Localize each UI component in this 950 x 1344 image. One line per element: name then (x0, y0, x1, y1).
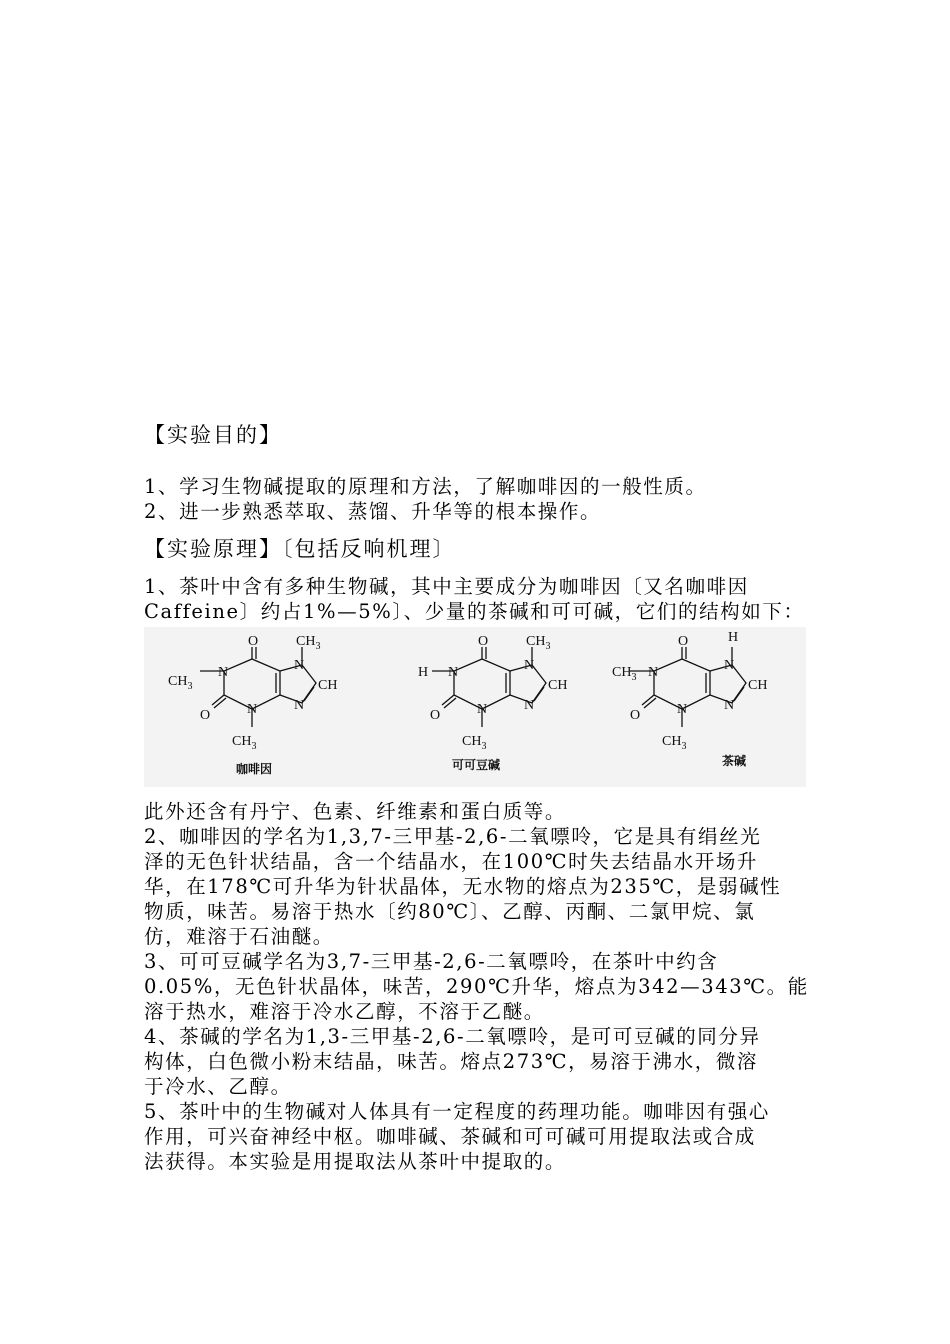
atom-ch3: CH (462, 734, 482, 749)
atom-sub: 3 (315, 641, 321, 652)
atom-n: N (448, 665, 459, 680)
atom-ch3: CH (526, 634, 546, 649)
atom-n: N (724, 658, 735, 673)
atom-o: O (478, 634, 489, 649)
paragraph-line: 此外还含有丹宁、色素、纤维素和蛋白质等。 (144, 800, 567, 823)
purpose-item: 2、进一步熟悉萃取、蒸馏、升华等的根本操作。 (144, 500, 602, 523)
atom-n: N (524, 698, 535, 713)
atom-n: N (477, 702, 488, 717)
document-body (144, 420, 809, 1174)
atom-ch: CH (318, 678, 338, 693)
caption-theobromine: 可可豆碱 (452, 758, 501, 772)
atom-ch3: CH (168, 674, 188, 689)
svg-text:CH3 (296, 634, 320, 652)
atom-n: N (218, 665, 229, 680)
paragraph-line: 溶于热水，难溶于冷水乙醇，不溶于乙醚。 (144, 1000, 545, 1023)
principle-heading: 【实验原理】〔包括反响机理〕 (144, 537, 456, 561)
atom-n: N (677, 702, 688, 717)
atom-h: H (728, 630, 739, 645)
paragraph-line: 3、可可豆碱学名为3,7-三甲基-2,6-二氧嘌呤，在茶叶中约含 (144, 950, 719, 973)
atom-ch3: CH (232, 734, 252, 749)
caption-theophylline: 茶碱 (722, 754, 747, 768)
atom-n: N (724, 698, 735, 713)
paragraph-line: 法获得。本实验是用提取法从茶叶中提取的。 (144, 1150, 567, 1173)
principle-body (144, 799, 809, 1174)
paragraph-line: 仿，难溶于石油醚。 (144, 925, 334, 948)
atom-sub: 3 (631, 672, 637, 683)
atom-ch: CH (748, 678, 768, 693)
atom-n: N (294, 658, 305, 673)
atom-sub: 3 (187, 681, 193, 692)
svg-text:CH3 (662, 734, 686, 752)
paragraph-line: 物质，味苦。易溶于热水〔约80℃〕、乙醇、丙酮、二氯甲烷、氯 (144, 900, 756, 923)
paragraph-line: 1、茶叶中含有多种生物碱，其中主要成分为咖啡因〔又名咖啡因 (144, 575, 749, 598)
atom-n: N (524, 658, 535, 673)
svg-text:CH3 (168, 674, 192, 692)
atom-sub: 3 (251, 741, 257, 752)
svg-text:CH3 (462, 734, 486, 752)
structure-diagram (144, 627, 806, 787)
atom-n: N (648, 665, 659, 680)
paragraph-line: 构体，白色微小粉末结晶，味苦。熔点273℃，易溶于沸水，微溶 (144, 1050, 759, 1073)
paragraph-line: Caffeine〕约占1%—5%〕、少量的茶碱和可可碱，它们的结构如下： (144, 600, 805, 623)
atom-n: N (294, 698, 305, 713)
atom-o: O (678, 634, 689, 649)
paragraph-line: 4、茶碱的学名为1,3-三甲基-2,6-二氧嘌呤，是可可豆碱的同分异 (144, 1025, 761, 1048)
paragraph-line: 0.05%，无色针状晶体，味苦，290℃升华，熔点为342—343℃。能 (144, 975, 809, 998)
atom-ch: CH (548, 678, 568, 693)
svg-text:CH3 (526, 634, 550, 652)
atom-ch3: CH (296, 634, 316, 649)
purpose-heading: 【实验目的】 (144, 423, 282, 447)
purpose-item: 1、学习生物碱提取的原理和方法，了解咖啡因的一般性质。 (144, 475, 707, 498)
purpose-list (144, 474, 806, 524)
paragraph-line: 作用，可兴奋神经中枢。咖啡碱、茶碱和可可碱可用提取法或合成 (144, 1125, 756, 1148)
atom-sub: 3 (481, 741, 487, 752)
atom-o: O (630, 708, 641, 723)
principle-intro (144, 574, 806, 624)
atom-h: H (418, 665, 429, 680)
paragraph-line: 于冷水、乙醇。 (144, 1075, 292, 1098)
paragraph-line: 华，在178℃可升华为针状晶体，无水物的熔点为235℃，是弱碱性 (144, 875, 782, 898)
svg-text:CH3 (232, 734, 256, 752)
svg-text:CH3 (612, 665, 636, 683)
structure-figure (144, 627, 806, 787)
atom-n: N (247, 702, 258, 717)
atom-ch3: CH (612, 665, 632, 680)
atom-o: O (248, 634, 259, 649)
caption-caffeine: 咖啡因 (236, 762, 273, 776)
atom-sub: 3 (545, 641, 551, 652)
atom-o: O (430, 708, 441, 723)
atom-sub: 3 (681, 741, 687, 752)
atom-o: O (200, 708, 211, 723)
paragraph-line: 5、茶叶中的生物碱对人体具有一定程度的药理功能。咖啡因有强心 (144, 1100, 770, 1123)
atom-ch3: CH (662, 734, 682, 749)
paragraph-line: 泽的无色针状结晶，含一个结晶水，在100℃时失去结晶水开场升 (144, 850, 759, 873)
paragraph-line: 2、咖啡因的学名为1,3,7-三甲基-2,6-二氧嘌呤，它是具有绢丝光 (144, 825, 762, 848)
